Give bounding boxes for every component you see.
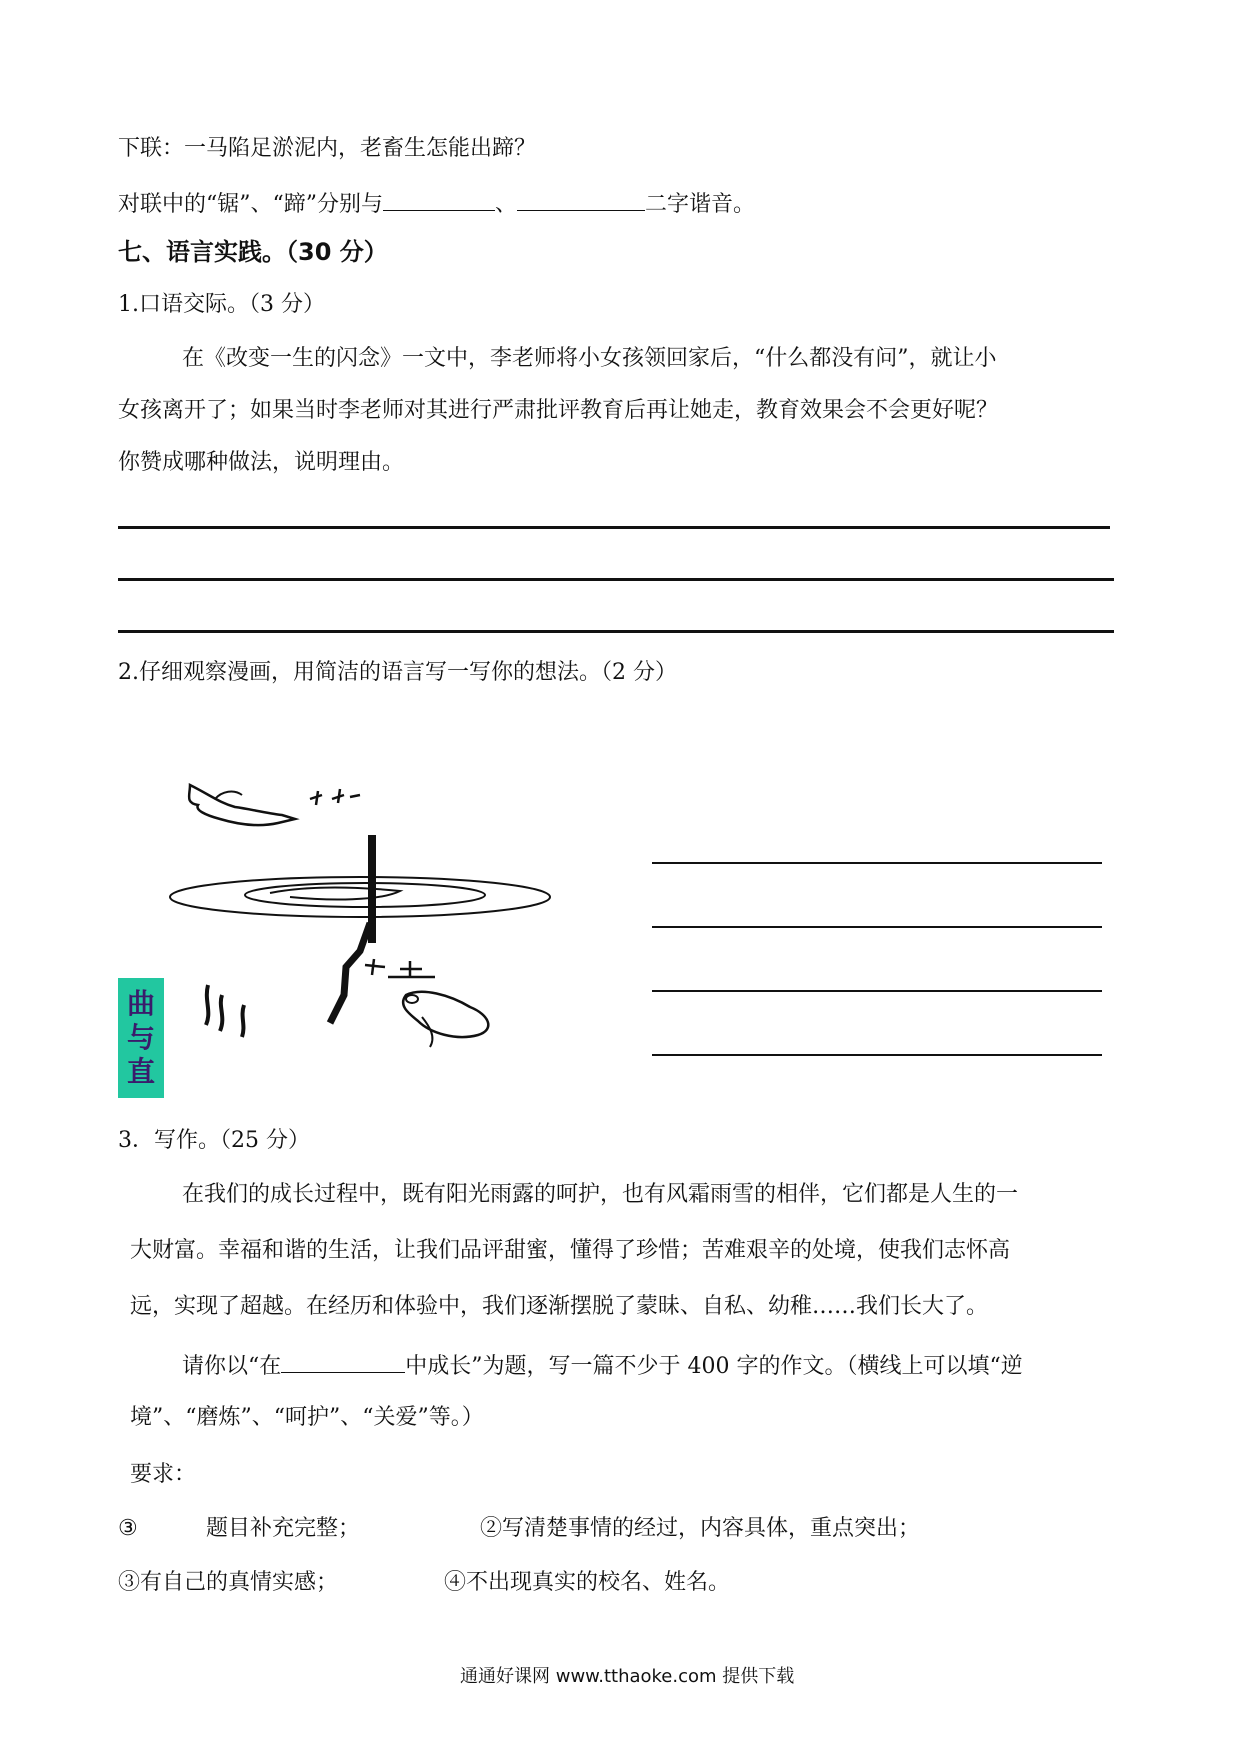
- bird-icon: [189, 785, 295, 825]
- requirement-2: ②写清楚事情的经过，内容具体，重点突出；: [480, 1516, 921, 1541]
- cartoon-caption-seal: [118, 978, 164, 1098]
- q1-paragraph-line: 你赞成哪种做法，说明理由。: [118, 450, 405, 475]
- couplet-lower-line: 下联：一马陷足淤泥内，老畜生怎能出蹄？: [118, 136, 537, 161]
- q1-answer-line[interactable]: [118, 630, 1114, 633]
- requirements-label: 要求：: [130, 1462, 197, 1487]
- requirement-3: ③有自己的真情实感；: [118, 1570, 339, 1595]
- page-footer: 通通好课网 www.tthaoke.com 提供下载: [460, 1666, 795, 1687]
- homophone-question-prefix: 对联中的“锯”、“蹄”分别与: [118, 192, 383, 217]
- q2-title: 2.仔细观察漫画，用简洁的语言写一写你的想法。（2 分）: [118, 660, 677, 685]
- homophone-question-sep: 、: [495, 192, 518, 217]
- homophone-question-suffix: 二字谐音。: [645, 192, 756, 217]
- caption-char: 与: [126, 1021, 155, 1054]
- q2-answer-line[interactable]: [652, 862, 1102, 864]
- q3-prompt-suffix: 中成长”为题，写一篇不少于 400 字的作文。（横线上可以填“逆: [405, 1354, 1023, 1379]
- q1-title: 1.口语交际。（3 分）: [118, 292, 325, 317]
- caption-char: 直: [126, 1055, 155, 1088]
- q3-title: 3．写作。（25 分）: [118, 1128, 310, 1153]
- requirement-1: 题目补充完整；: [206, 1516, 361, 1541]
- q1-answer-line[interactable]: [118, 526, 1110, 529]
- q3-prompt: [182, 1348, 1023, 1382]
- q2-answer-line[interactable]: [652, 990, 1102, 992]
- homophone-question: [118, 186, 755, 220]
- q2-answer-line[interactable]: [652, 926, 1102, 928]
- q3-paragraph-line: 大财富。幸福和谐的生活，让我们品评甜蜜，懂得了珍惜；苦难艰辛的处境，使我们志怀高: [130, 1238, 1011, 1263]
- answer-blank-2[interactable]: [517, 186, 645, 211]
- q2-answer-line[interactable]: [652, 1054, 1102, 1056]
- cartoon-illustration: [160, 755, 570, 1055]
- q1-paragraph-line: 在《改变一生的闪念》一文中，李老师将小女孩领回家后，“什么都没有问”，就让小: [182, 346, 997, 371]
- answer-blank-1[interactable]: [383, 186, 495, 211]
- caption-char: 曲: [126, 987, 155, 1020]
- q3-paragraph-line: 在我们的成长过程中，既有阳光雨露的呵护，也有风霜雨雪的相伴，它们都是人生的一: [182, 1182, 1019, 1207]
- q1-answer-line[interactable]: [118, 578, 1114, 581]
- q3-paragraph-line: 远，实现了超越。在经历和体验中，我们逐渐摆脱了蒙昧、自私、幼稚……我们长大了。: [130, 1294, 989, 1319]
- q1-paragraph-line: 女孩离开了；如果当时李老师对其进行严肃批评教育后再让她走，教育效果会不会更好呢？: [118, 398, 999, 423]
- requirement-4: ④不出现真实的校名、姓名。: [444, 1570, 731, 1595]
- frog-icon: [403, 992, 488, 1037]
- q3-prompt-line2: 境”、“磨炼”、“呵护”、“关爱”等。）: [130, 1405, 484, 1430]
- requirement-1-mark: ③: [118, 1516, 138, 1541]
- section-heading: 七、语言实践。（30 分）: [118, 238, 388, 266]
- q3-prompt-prefix: 请你以“在: [182, 1354, 282, 1379]
- title-blank[interactable]: [281, 1348, 405, 1373]
